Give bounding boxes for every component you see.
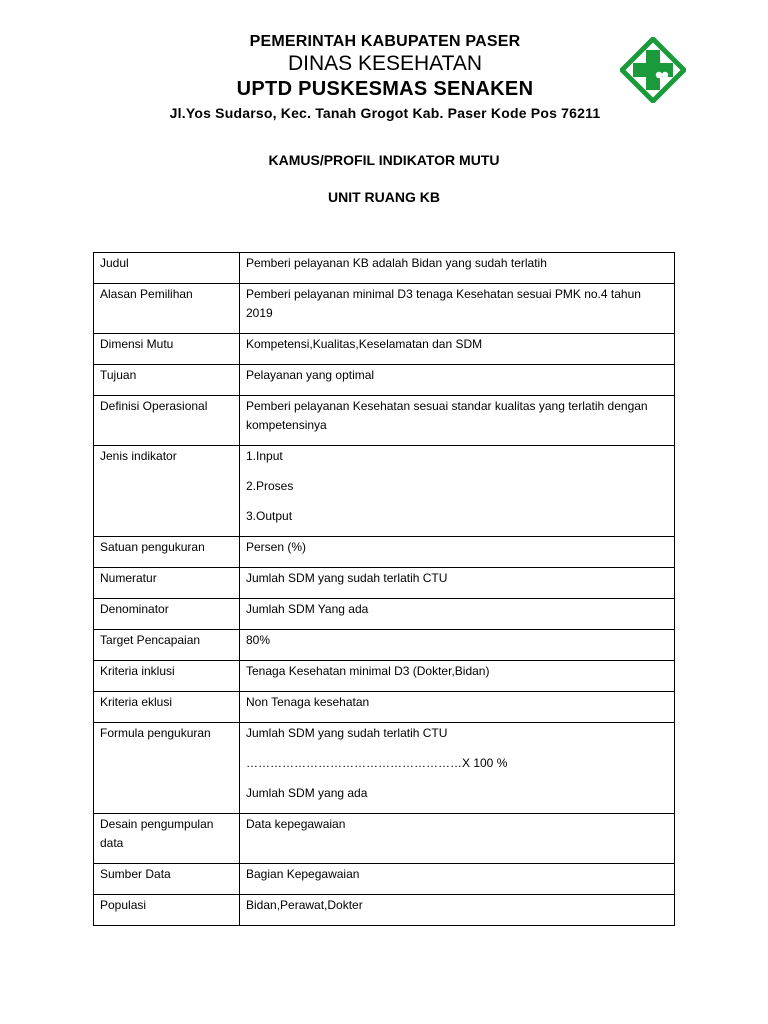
row-label: Sumber Data: [94, 864, 240, 895]
table-row: [94, 661, 675, 692]
row-label: Populasi: [94, 895, 240, 926]
row-value-line: 3.Output: [246, 509, 293, 523]
table-row: [94, 692, 675, 723]
letterhead-department: DINAS KESEHATAN: [287, 52, 483, 75]
row-label: Alasan Pemilihan: [94, 284, 240, 334]
row-value: Persen (%): [240, 537, 675, 568]
row-label: Judul: [94, 253, 240, 284]
letterhead-government: PEMERINTAH KABUPATEN PASER: [249, 33, 521, 50]
row-label: Desain pengumpulan data: [94, 814, 240, 864]
row-label: Jenis indikator: [94, 446, 240, 537]
row-value: Non Tenaga kesehatan: [240, 692, 675, 723]
row-label: Kriteria inklusi: [94, 661, 240, 692]
table-row: [94, 396, 675, 446]
table-row: [94, 895, 675, 926]
document-title: KAMUS/PROFIL INDIKATOR MUTU: [268, 152, 500, 168]
table-row: [94, 446, 675, 537]
row-label: Denominator: [94, 599, 240, 630]
row-label: Definisi Operasional: [94, 396, 240, 446]
row-value: Data kepegawaian: [240, 814, 675, 864]
row-value: Pemberi pelayanan Kesehatan sesuai standar kualitas yang terlatih dengan kompetensinya: [240, 396, 675, 446]
row-label: Formula pengukuran: [94, 723, 240, 814]
table-row: [94, 284, 675, 334]
row-value-line: 1.Input: [246, 449, 283, 463]
row-value: Tenaga Kesehatan minimal D3 (Dokter,Bidan): [240, 661, 675, 692]
row-value: Bagian Kepegawaian: [240, 864, 675, 895]
row-value-list: [240, 723, 675, 814]
indicator-profile-table: [93, 252, 675, 926]
table-row: [94, 334, 675, 365]
row-value-line: Jumlah SDM yang ada: [246, 786, 368, 800]
document-subtitle: UNIT RUANG KB: [328, 189, 440, 205]
letterhead: [120, 32, 650, 122]
row-value: Bidan,Perawat,Dokter: [240, 895, 675, 926]
row-value: 80%: [240, 630, 675, 661]
row-value-line: 2.Proses: [246, 479, 294, 493]
row-value: Kompetensi,Kualitas,Keselamatan dan SDM: [240, 334, 675, 365]
table-row: [94, 599, 675, 630]
row-label: Satuan pengukuran: [94, 537, 240, 568]
table-row: [94, 814, 675, 864]
table-row: [94, 630, 675, 661]
row-value: Pemberi pelayanan minimal D3 tenaga Kesehatan sesuai PMK no.4 tahun 2019: [240, 284, 675, 334]
row-value-line: ………………………………………………X 100 %: [246, 756, 508, 770]
letterhead-address: Jl.Yos Sudarso, Kec. Tanah Grogot Kab. Paser Kode Pos 76211: [169, 105, 601, 121]
row-value: Pemberi pelayanan KB adalah Bidan yang sudah terlatih: [240, 253, 675, 284]
row-label: Numeratur: [94, 568, 240, 599]
table-row: [94, 568, 675, 599]
row-value: Jumlah SDM Yang ada: [240, 599, 675, 630]
table-row: [94, 537, 675, 568]
row-value-line: Jumlah SDM yang sudah terlatih CTU: [246, 726, 448, 740]
row-label: Target Pencapaian: [94, 630, 240, 661]
row-label: Tujuan: [94, 365, 240, 396]
table-row: [94, 864, 675, 895]
health-cross-logo-icon: [620, 37, 686, 103]
table-row: [94, 253, 675, 284]
row-label: Kriteria eklusi: [94, 692, 240, 723]
table-row: [94, 723, 675, 814]
row-value: Pelayanan yang optimal: [240, 365, 675, 396]
row-value: Jumlah SDM yang sudah terlatih CTU: [240, 568, 675, 599]
letterhead-institution: UPTD PUSKESMAS SENAKEN: [236, 78, 534, 100]
row-label: Dimensi Mutu: [94, 334, 240, 365]
table-row: [94, 365, 675, 396]
row-value-list: [240, 446, 675, 537]
